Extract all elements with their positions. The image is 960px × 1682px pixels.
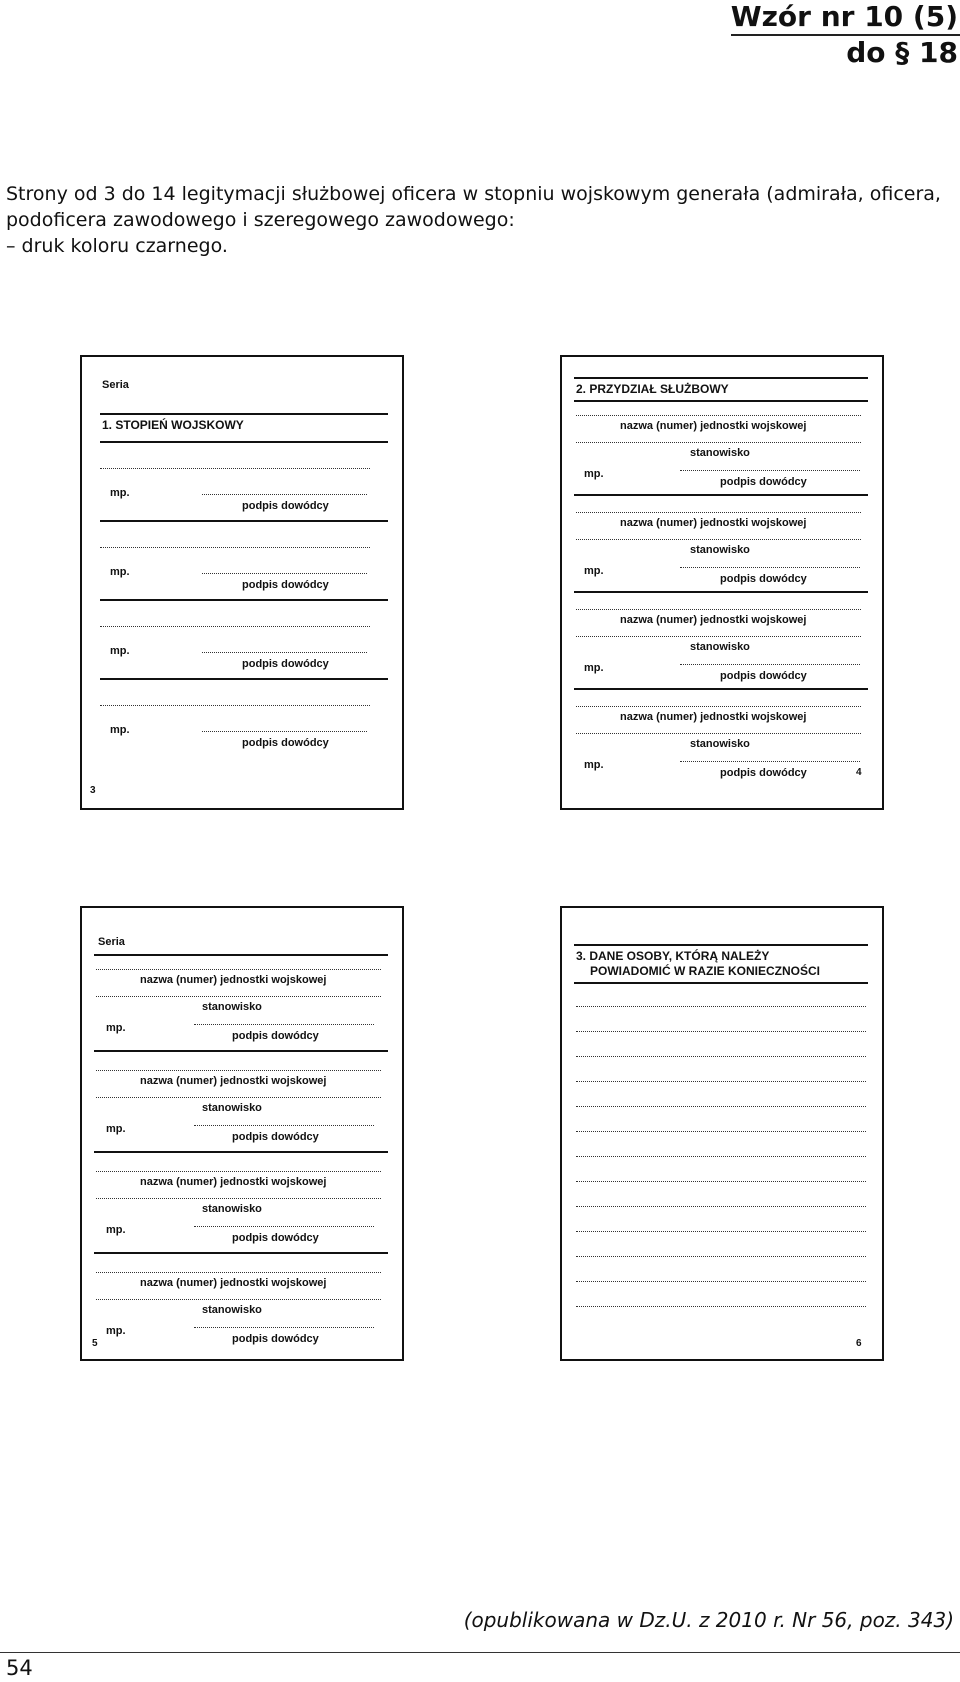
- dotted-line: [576, 1006, 866, 1007]
- signature-label: podpis dowódcy: [242, 658, 329, 670]
- page-6-dane-osoby: [560, 906, 884, 1361]
- mp-label: mp.: [584, 565, 604, 577]
- rule: [100, 599, 388, 601]
- rule: [94, 954, 388, 956]
- rule: [94, 1151, 388, 1153]
- dotted-line: [100, 547, 370, 548]
- signature-label: podpis dowódcy: [232, 1030, 319, 1042]
- position-label: stanowisko: [202, 1001, 262, 1013]
- page-number: 6: [856, 1338, 862, 1349]
- form-paragraph-ref: do § 18: [846, 36, 958, 69]
- page-number: 4: [856, 767, 862, 778]
- rule: [574, 982, 868, 984]
- page-4-przydzial-sluzbowy: [560, 355, 884, 810]
- rule: [100, 441, 388, 443]
- signature-line: [680, 761, 860, 762]
- dotted-line: [576, 1156, 866, 1157]
- dotted-line: [100, 705, 370, 706]
- mp-label: mp.: [110, 724, 130, 736]
- dotted-line: [100, 626, 370, 627]
- unit-name-label: nazwa (numer) jednostki wojskowej: [620, 614, 807, 626]
- document-page-number: 54: [6, 1656, 33, 1680]
- dotted-line: [576, 636, 861, 637]
- mp-label: mp.: [106, 1325, 126, 1337]
- dotted-line: [96, 1171, 381, 1172]
- seria-label: Seria: [98, 936, 125, 948]
- signature-line: [194, 1226, 374, 1227]
- signature-label: podpis dowódcy: [242, 579, 329, 591]
- page-5-przydzial-cd: [80, 906, 404, 1361]
- dotted-line: [96, 1070, 381, 1071]
- signature-line: [194, 1327, 374, 1328]
- signature-label: podpis dowódcy: [232, 1131, 319, 1143]
- signature-label: podpis dowódcy: [232, 1232, 319, 1244]
- dotted-line: [96, 1272, 381, 1273]
- rule: [574, 944, 868, 946]
- seria-label: Seria: [102, 379, 129, 391]
- dotted-line: [576, 1031, 866, 1032]
- signature-line: [202, 652, 367, 653]
- signature-label: podpis dowódcy: [720, 767, 807, 779]
- mp-label: mp.: [106, 1022, 126, 1034]
- dotted-line: [96, 996, 381, 997]
- signature-line: [194, 1024, 374, 1025]
- position-label: stanowisko: [690, 544, 750, 556]
- rule: [574, 591, 868, 593]
- page-heading: 1. STOPIEŃ WOJSKOWY: [102, 418, 244, 432]
- dotted-line: [576, 1231, 866, 1232]
- signature-label: podpis dowódcy: [720, 573, 807, 585]
- dotted-line: [576, 1081, 866, 1082]
- dotted-line: [576, 1181, 866, 1182]
- mp-label: mp.: [584, 662, 604, 674]
- signature-line: [202, 494, 367, 495]
- dotted-line: [576, 1281, 866, 1282]
- dotted-line: [96, 1299, 381, 1300]
- form-number: Wzór nr 10 (5): [731, 0, 960, 36]
- page-number: 5: [92, 1338, 98, 1349]
- dotted-line: [576, 442, 861, 443]
- dotted-line: [96, 1198, 381, 1199]
- position-label: stanowisko: [202, 1304, 262, 1316]
- rule: [574, 400, 868, 402]
- dotted-line: [576, 609, 861, 610]
- dotted-line: [96, 969, 381, 970]
- dotted-line: [576, 539, 861, 540]
- rule: [574, 377, 868, 379]
- mp-label: mp.: [110, 566, 130, 578]
- signature-line: [202, 573, 367, 574]
- dotted-line: [96, 1097, 381, 1098]
- unit-name-label: nazwa (numer) jednostki wojskowej: [140, 974, 327, 986]
- dotted-line: [576, 1256, 866, 1257]
- signature-label: podpis dowódcy: [720, 476, 807, 488]
- signature-label: podpis dowódcy: [720, 670, 807, 682]
- rule: [100, 413, 388, 415]
- unit-name-label: nazwa (numer) jednostki wojskowej: [620, 517, 807, 529]
- position-label: stanowisko: [690, 738, 750, 750]
- position-label: stanowisko: [202, 1203, 262, 1215]
- unit-name-label: nazwa (numer) jednostki wojskowej: [140, 1176, 327, 1188]
- rule: [574, 494, 868, 496]
- dotted-line: [576, 733, 861, 734]
- rule: [100, 520, 388, 522]
- rule: [94, 1050, 388, 1052]
- unit-name-label: nazwa (numer) jednostki wojskowej: [620, 711, 807, 723]
- dotted-line: [576, 1056, 866, 1057]
- page-heading-line-2: POWIADOMIĆ W RAZIE KONIECZNOŚCI: [590, 964, 820, 978]
- unit-name-label: nazwa (numer) jednostki wojskowej: [140, 1277, 327, 1289]
- signature-line: [202, 731, 367, 732]
- page-heading-line-1: 3. DANE OSOBY, KTÓRĄ NALEŻY: [576, 949, 770, 963]
- footer-rule: [0, 1652, 960, 1653]
- signature-line: [194, 1125, 374, 1126]
- dotted-line: [576, 1206, 866, 1207]
- publication-citation: (opublikowana w Dz.U. z 2010 r. Nr 56, poz. 343): [463, 1608, 954, 1632]
- intro-text: [6, 181, 956, 259]
- dotted-line: [576, 706, 861, 707]
- dotted-line: [576, 1306, 866, 1307]
- unit-name-label: nazwa (numer) jednostki wojskowej: [140, 1075, 327, 1087]
- rule: [94, 1252, 388, 1254]
- mp-label: mp.: [584, 759, 604, 771]
- signature-label: podpis dowódcy: [242, 500, 329, 512]
- page-number: 3: [90, 785, 96, 796]
- rule: [100, 678, 388, 680]
- unit-name-label: nazwa (numer) jednostki wojskowej: [620, 420, 807, 432]
- dotted-line: [100, 468, 370, 469]
- signature-label: podpis dowódcy: [242, 737, 329, 749]
- page-heading: 2. PRZYDZIAŁ SŁUŻBOWY: [576, 382, 729, 396]
- mp-label: mp.: [106, 1123, 126, 1135]
- mp-label: mp.: [584, 468, 604, 480]
- mp-label: mp.: [110, 645, 130, 657]
- page-3-stopien-wojskowy: [80, 355, 404, 810]
- signature-line: [680, 664, 860, 665]
- intro-line-2: podoficera zawodowego i szeregowego zawodowego:: [6, 209, 515, 231]
- rule: [574, 688, 868, 690]
- mp-label: mp.: [106, 1224, 126, 1236]
- intro-line-3: – druk koloru czarnego.: [6, 235, 228, 257]
- dotted-line: [576, 1131, 866, 1132]
- dotted-line: [576, 512, 861, 513]
- mp-label: mp.: [110, 487, 130, 499]
- dotted-line: [576, 415, 861, 416]
- signature-line: [680, 567, 860, 568]
- signature-label: podpis dowódcy: [232, 1333, 319, 1345]
- position-label: stanowisko: [202, 1102, 262, 1114]
- position-label: stanowisko: [690, 641, 750, 653]
- dotted-line: [576, 1106, 866, 1107]
- signature-line: [680, 470, 860, 471]
- intro-line-1: Strony od 3 do 14 legitymacji służbowej oficera w stopniu wojskowym generała (admirała, oficera,: [6, 183, 941, 205]
- position-label: stanowisko: [690, 447, 750, 459]
